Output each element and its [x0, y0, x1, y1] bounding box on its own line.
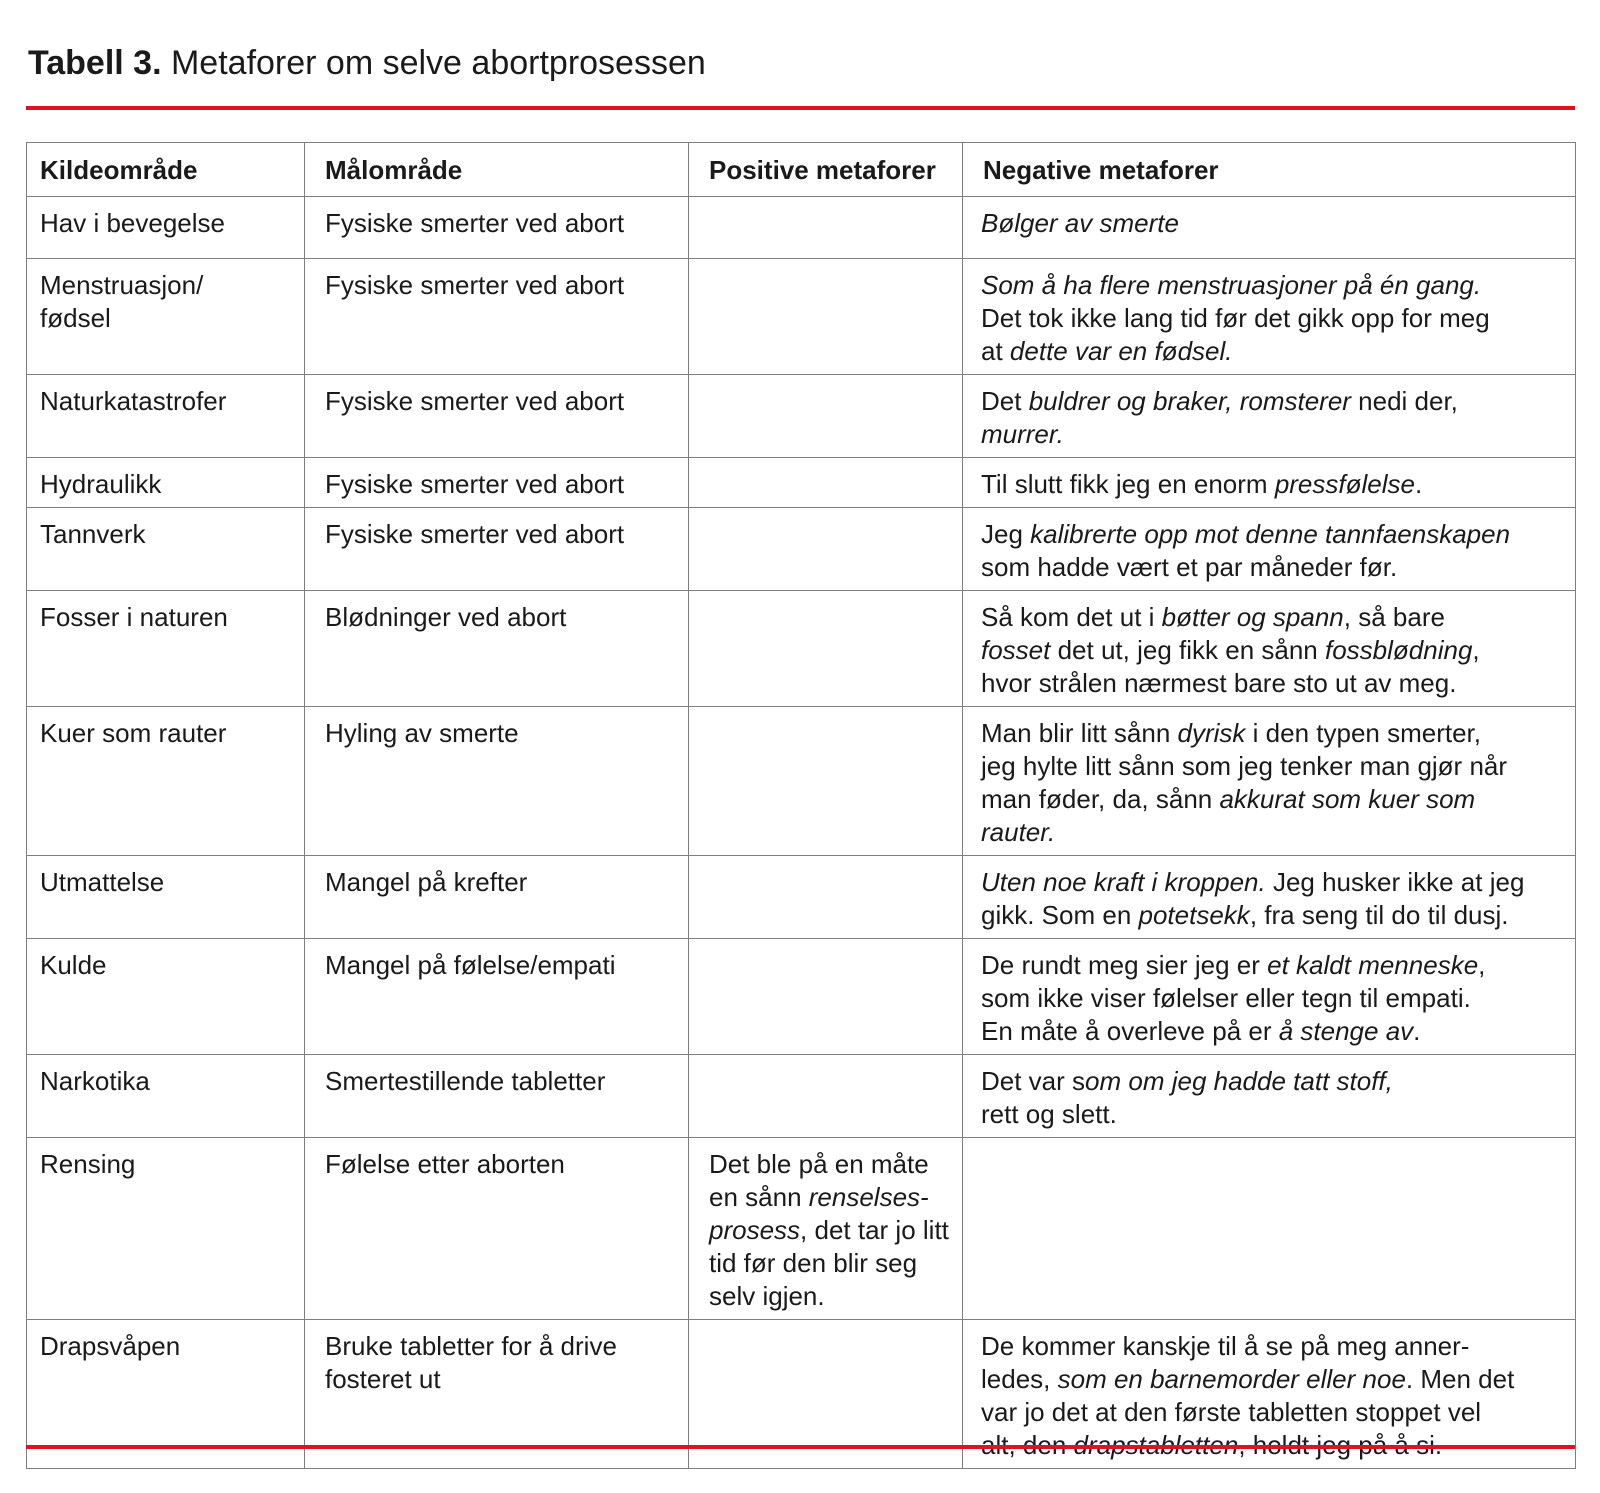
- header-kildeomrade: Kildeområde: [27, 143, 305, 197]
- cell-target: Fysiske smerter ved abort: [305, 375, 689, 458]
- cell-positive: [689, 375, 963, 458]
- cell-positive: [689, 939, 963, 1055]
- table-caption-text: Metaforer om selve abortprosessen: [161, 44, 706, 82]
- cell-negative: [963, 1138, 1576, 1320]
- cell-negative: Bølger av smerte: [963, 197, 1576, 259]
- bottom-red-rule: [26, 1445, 1575, 1449]
- table-caption: [28, 42, 706, 84]
- table-row: [27, 591, 1576, 707]
- cell-source: Rensing: [27, 1138, 305, 1320]
- cell-source: Utmattelse: [27, 856, 305, 939]
- table-row: [27, 1055, 1576, 1138]
- cell-negative: De kommer kanskje til å se på meg anner- ledes, som en barnemorder eller noe. Men det var jo det at den første tabletten stoppet vel: [963, 1320, 1576, 1469]
- cell-positive: [689, 707, 963, 856]
- cell-negative: Jeg kalibrerte opp mot denne tannfaenskapen som hadde vært et par måneder før.: [963, 508, 1576, 591]
- cell-source: Kulde: [27, 939, 305, 1055]
- table-row: [27, 1138, 1576, 1320]
- cell-target: Fysiske smerter ved abort: [305, 508, 689, 591]
- cell-positive: [689, 856, 963, 939]
- table-row: [27, 707, 1576, 856]
- cell-negative: Til slutt fikk jeg en enorm pressfølelse.: [963, 458, 1576, 508]
- cell-source: Drapsvåpen: [27, 1320, 305, 1469]
- cell-source: Fosser i naturen: [27, 591, 305, 707]
- cell-source: Hav i bevegelse: [27, 197, 305, 259]
- cell-source: Tannverk: [27, 508, 305, 591]
- cell-negative: Man blir litt sånn dyrisk i den typen smerter, jeg hylte litt sånn som jeg tenker man gjør når man føder, da, sånn akkurat som kuer som rauter.: [963, 707, 1576, 856]
- cell-target: Hyling av smerte: [305, 707, 689, 856]
- cell-target: Fysiske smerter ved abort: [305, 259, 689, 375]
- cell-negative: Som å ha flere menstruasjoner på én gang. Det tok ikke lang tid før det gikk opp for meg at dette var en fødsel.: [963, 259, 1576, 375]
- table-header-row: [27, 143, 1576, 197]
- cell-positive: Det ble på en måte en sånn renselses- prosess, det tar jo litt tid før den blir seg selv igjen.: [689, 1138, 963, 1320]
- table-row: [27, 197, 1576, 259]
- metaphor-table: [26, 142, 1576, 1469]
- header-malomrade: Målområde: [305, 143, 689, 197]
- cell-negative: Det buldrer og braker, romsterer nedi der, murrer.: [963, 375, 1576, 458]
- cell-target: Fysiske smerter ved abort: [305, 458, 689, 508]
- cell-negative: De rundt meg sier jeg er et kaldt menneske, som ikke viser følelser eller tegn til empati. En måte å overleve på er å stenge av.: [963, 939, 1576, 1055]
- cell-negative: Uten noe kraft i kroppen. Jeg husker ikke at jeg gikk. Som en potetsekk, fra seng til do til dusj.: [963, 856, 1576, 939]
- table-row: [27, 508, 1576, 591]
- cell-positive: [689, 458, 963, 508]
- cell-target: Smertestillende tabletter: [305, 1055, 689, 1138]
- cell-positive: [689, 197, 963, 259]
- cell-positive: [689, 259, 963, 375]
- header-negative-metaforer: Negative metaforer: [963, 143, 1576, 197]
- cell-positive: [689, 508, 963, 591]
- table-row: [27, 375, 1576, 458]
- cell-source: Narkotika: [27, 1055, 305, 1138]
- table-row: [27, 259, 1576, 375]
- cell-target: Blødninger ved abort: [305, 591, 689, 707]
- cell-target: Bruke tabletter for å drive fosteret ut: [305, 1320, 689, 1469]
- cell-source: Hydraulikk: [27, 458, 305, 508]
- table-row: [27, 458, 1576, 508]
- header-positive-metaforer: Positive metaforer: [689, 143, 963, 197]
- cell-target: Følelse etter aborten: [305, 1138, 689, 1320]
- cell-negative: Så kom det ut i bøtter og spann, så bare fosset det ut, jeg fikk en sånn fossblødning, hvor strålen nærmest bare sto ut av meg.: [963, 591, 1576, 707]
- cell-source: Naturkatastrofer: [27, 375, 305, 458]
- table-caption-number: Tabell 3.: [28, 44, 162, 82]
- cell-source: Kuer som rauter: [27, 707, 305, 856]
- table-row: [27, 939, 1576, 1055]
- cell-negative: Det var som om jeg hadde tatt stoff, rett og slett.: [963, 1055, 1576, 1138]
- cell-target: Fysiske smerter ved abort: [305, 197, 689, 259]
- table-row: [27, 856, 1576, 939]
- top-red-rule: [26, 106, 1575, 110]
- cell-target: Mangel på krefter: [305, 856, 689, 939]
- cell-positive: [689, 591, 963, 707]
- cell-target: Mangel på følelse/empati: [305, 939, 689, 1055]
- cell-positive: [689, 1055, 963, 1138]
- table-body: [27, 197, 1576, 1469]
- cell-source: Menstruasjon/ fødsel: [27, 259, 305, 375]
